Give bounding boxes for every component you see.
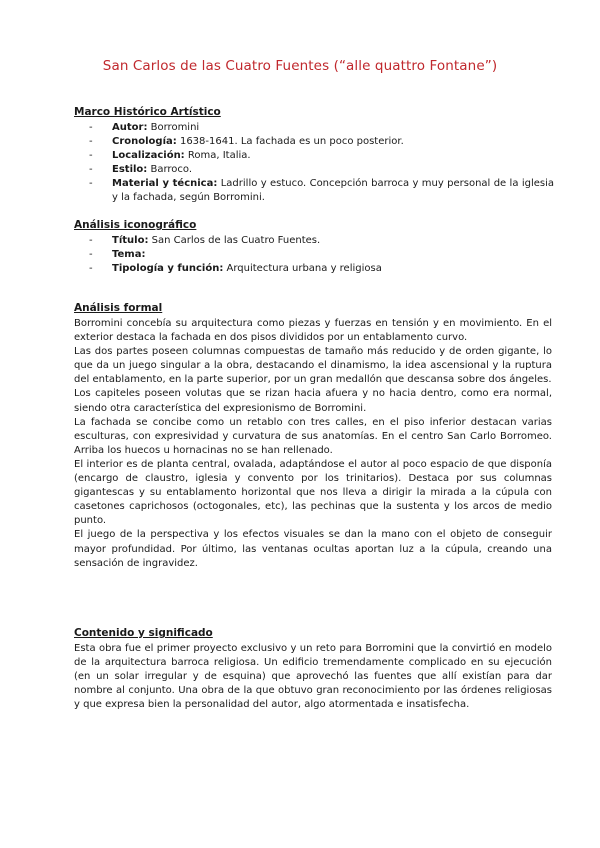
item-label: Material y técnica:	[112, 178, 218, 189]
list-item: - Tipología y función: Arquitectura urbana y religiosa	[89, 263, 382, 274]
contenido-body	[74, 642, 552, 712]
section-heading-marco: Marco Histórico Artístico	[74, 106, 221, 118]
page-title: San Carlos de las Cuatro Fuentes (“alle quattro Fontane”)	[102, 58, 498, 74]
item-label: Tipología y función:	[112, 263, 224, 274]
paragraph: Esta obra fue el primer proyecto exclusivo y un reto para Borromini que la convirtió en modelo de la arquitectura barroca religiosa. Un edificio tremendamente complicado en su ejecución (en un solar irregular y de esquina) que aprovechó las fuentes que allí existían para dar nombre al conjunto. Una obra de la que obtuvo gran reconocimiento por las órdenes religiosas y que expresa bien la personalidad del autor, algo atormentada e insatisfecha.	[74, 643, 552, 711]
list-item: - Localización: Roma, Italia.	[89, 150, 251, 161]
paragraph: Las dos partes poseen columnas compuestas de tamaño más reducido y de orden gigante, lo que da un juego singular a la obra, destacando el dinamismo, la idea ascensional y la ruptura del entablamento, en la parte superior, por un gran medallón que descansa sobre dos ángeles.	[74, 346, 552, 386]
paragraph: Los capiteles poseen volutas que se rizan hacia afuera y no hacia dentro, como era normal, siendo otra característica del expresionismo de Borromini.	[74, 388, 552, 414]
item-value: 1638-1641. La fachada es un poco posterior.	[179, 136, 404, 147]
item-label: Cronología:	[112, 136, 177, 147]
item-value: Roma, Italia.	[187, 150, 251, 161]
item-value: Ladrillo y estuco. Concepción barroca y muy personal de la iglesia y la fachada, según Borromini.	[112, 178, 554, 203]
list-item: - Título: San Carlos de las Cuatro Fuentes.	[89, 235, 321, 246]
paragraph: La fachada se concibe como un retablo con tres calles, en el piso inferior destacan varias esculturas, con expresividad y curvatura de sus anatomías. En el centro San Carlo Borromeo. Arriba los huecos u hornacinas no se han rellenado.	[74, 416, 552, 456]
list-item: - Autor: Borromini	[89, 122, 200, 133]
list-item: - Tema:	[89, 249, 146, 260]
paragraph: Borromini concebía su arquitectura como piezas y fuerzas en tensión y en movimiento. En el exterior destaca la fachada en dos pisos divididos por un entablamento curvo.	[74, 318, 552, 344]
marco-list	[74, 121, 554, 205]
item-value: San Carlos de las Cuatro Fuentes.	[151, 235, 321, 246]
iconografico-list	[74, 234, 554, 276]
item-label: Localización:	[112, 150, 185, 161]
item-value: Barroco.	[150, 164, 193, 175]
item-label: Autor:	[112, 122, 148, 133]
section-heading-formal: Análisis formal	[74, 302, 163, 314]
section-heading-iconografico: Análisis iconográfico	[74, 219, 197, 231]
item-label: Tema:	[112, 249, 146, 260]
list-item: - Material y técnica: Ladrillo y estuco. Concepción barroca y muy personal de la iglesia y la fachada, según Borromini.	[89, 178, 554, 203]
item-label: Título:	[112, 235, 149, 246]
item-label: Estilo:	[112, 164, 148, 175]
item-value: Arquitectura urbana y religiosa	[226, 263, 382, 274]
list-item: - Estilo: Barroco.	[89, 164, 193, 175]
formal-body	[74, 317, 552, 571]
paragraph: El interior es de planta central, ovalada, adaptándose el autor al poco espacio de que disponía (encargo de claustro, iglesia y convento por los trinitarios). Destaca por sus columnas gigantescas y su entablamento horizontal que nos lleva a dirigir la mirada a la cúpula con casetones caprichosos (octogonales, etc), las pechinas que la sustenta y los arcos de medio punto.	[74, 458, 552, 527]
item-value: Borromini	[150, 122, 200, 133]
paragraph: El juego de la perspectiva y los efectos visuales se dan la mano con el objeto de conseguir mayor profundidad. Por último, las ventanas ocultas aportan luz a la cúpula, creando una sensación de ingravidez.	[74, 529, 552, 569]
section-heading-contenido: Contenido y significado	[74, 627, 213, 639]
list-item: - Cronología: 1638-1641. La fachada es un poco posterior.	[89, 136, 404, 147]
